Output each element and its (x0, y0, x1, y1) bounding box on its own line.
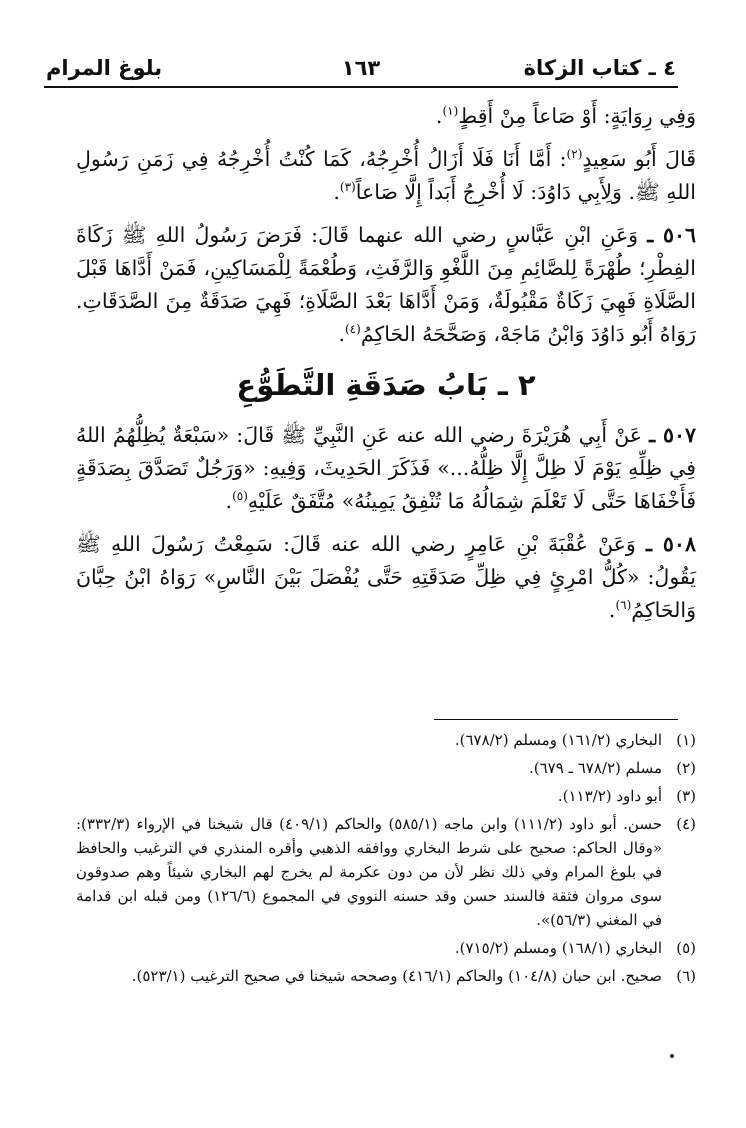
footnote-number: (٦) (676, 967, 696, 985)
hadith-508: ٥٠٨ ـ وَعَنْ عُقْبَةَ بْنِ عَامِرٍ رضي الله عنه قَالَ: سَمِعْتُ رَسُولَ اللهِ ﷺ يَقُولُ: «كُلُّ امْرِئٍ فِي ظِلِّ صَدَقَتِهِ حَتَّى يُفْصَلَ بَيْنَ النَّاسِ» رَوَاهُ ابْنُ حِبَّانَ وَالحَاكِمُ$^{(٦)}$. (76, 532, 696, 622)
footnotes (76, 728, 696, 992)
footnote-text: صحيح. ابن حبان (١٠٤/٨) والحاكم (٤١٦/١) وصححه شيخنا في صحيح الترغيب (٥٢٣/١). (131, 967, 662, 985)
hadith-number: ٥٠٨ ـ (646, 532, 696, 556)
footnote-ref: (٤) (344, 322, 361, 337)
footnote-number: (٥) (676, 939, 696, 957)
scan-speck (670, 1054, 674, 1058)
footnote-ref: (٥) (232, 489, 248, 504)
hadith-506: ٥٠٦ ـ وَعَنِ ابْنِ عَبَّاسٍ رضي الله عنهما قَالَ: فَرَضَ رَسُولُ اللهِ ﷺ زَكَاةَ الفِطْرِ؛ طُهْرَةً لِلصَّائِمِ مِنَ اللَّغْوِ وَالرَّفَثِ، وَطُعْمَةً لِلْمَسَاكِينِ، فَمَنْ أَدَّاهَا قَبْلَ الصَّلَاةِ فَهِيَ زَكَاةٌ مَقْبُولَةٌ، وَمَنْ أَدَّاهَا بَعْدَ الصَّلَاةِ؛ فَهِيَ صَدَقَةٌ مِنَ الصَّدَقَاتِ. رَوَاهُ أَبُو دَاوُدَ وَابْنُ مَاجَهْ، وَصَحَّحَهُ الحَاكِمُ$^{(٤)}$. (76, 223, 696, 346)
footnote (76, 964, 696, 988)
footnote-ref: (١) (442, 104, 459, 119)
footnote-text: أبو داود (١١٣/٢). (557, 787, 662, 805)
chapter-title: ٤ ـ كتاب الزكاة (523, 56, 676, 80)
hadith-number: ٥٠٦ ـ (647, 223, 696, 247)
page-number: ١٦٣ (341, 56, 381, 80)
section-heading: ٢ ـ بَابُ صَدَقَةِ التَّطَوُّعِ (236, 368, 536, 402)
paragraph-riwaya: وَفِي رِوَايَةٍ: أَوْ صَاعاً مِنْ أَقِطٍ$^{(١)}$. (435, 104, 696, 128)
footnote (76, 728, 696, 752)
footnote-number: (٣) (676, 787, 696, 805)
footnote (76, 936, 696, 960)
book-title: بلوغ المرام (46, 56, 163, 80)
hadith-number: ٥٠٧ ـ (649, 423, 696, 447)
header-divider (44, 86, 678, 88)
footnote-number: (٤) (676, 815, 696, 833)
footnote (76, 784, 696, 808)
footnote-text: البخاري (١٦١/٢) ومسلم (٦٧٨/٢). (454, 731, 662, 749)
footnote-ref: (٢) (566, 147, 583, 162)
footnote-text: مسلم (٦٧٨/٢ ـ ٦٧٩). (528, 759, 662, 777)
paragraph-abu-said: قَالَ أَبُو سَعِيدٍ$^{(٢)}$: أَمَّا أَنَا فَلَا أَزَالُ أُخْرِجُهُ، كَمَا كُنْتُ أُخْرِجُهُ فِي زَمَنِ رَسُولِ اللهِ ﷺ. وَلِأَبِي دَاوُدَ: لَا أُخْرِجُ أَبَداً إِلَّا صَاعاً$^{(٣)}$. (76, 147, 696, 204)
hadith-507: ٥٠٧ ـ عَنْ أَبِي هُرَيْرَةَ رضي الله عنه عَنِ النَّبِيِّ ﷺ قَالَ: «سَبْعَةٌ يُظِلُّهُمُ اللهُ فِي ظِلِّهِ يَوْمَ لَا ظِلَّ إِلَّا ظِلُّهُ...» فَذَكَرَ الحَدِيثَ، وَفِيهِ: «وَرَجُلٌ تَصَدَّقَ بِصَدَقَةٍ فَأَخْفَاهَا حَتَّى لَا تَعْلَمَ شِمَالُهُ مَا تُنْفِقُ يَمِينُهُ» مُتَّفَقٌ عَلَيْهِ$^{(٥)}$. (76, 423, 696, 513)
footnote-number: (٢) (676, 759, 696, 777)
footnote-ref: (٦) (615, 598, 632, 613)
footnote (76, 756, 696, 780)
footnote-number: (١) (676, 731, 696, 749)
page-header (46, 52, 676, 86)
footnote-text: حسن. أبو داود (١١١/٢) وابن ماجه (٥٨٥/١) والحاكم (٤٠٩/١) قال شيخنا في الإرواء (٣٣٢/٣): «وقال الحاكم: صحيح على شرط البخاري ووافقه الذهبي وأقره المنذري في الترغيب والحافظ في بلوغ المرام وفي ذلك نظر لأن من دون عكرمة لم يخرج لهم البخاري شيئاً وهم صدوقون سوى مروان فثقة فالسند حسن وقد حسنه النووي في المجموع (١٢٦/٦) ومن قبله ابن قدامة في المغني (٥٦/٣)». (76, 815, 663, 929)
footnote (76, 812, 696, 932)
main-text (76, 100, 696, 637)
footnote-divider (434, 719, 678, 720)
footnote-ref: (٣) (339, 180, 356, 195)
footnote-text: البخاري (١٦٨/١) ومسلم (٧١٥/٢). (454, 939, 662, 957)
